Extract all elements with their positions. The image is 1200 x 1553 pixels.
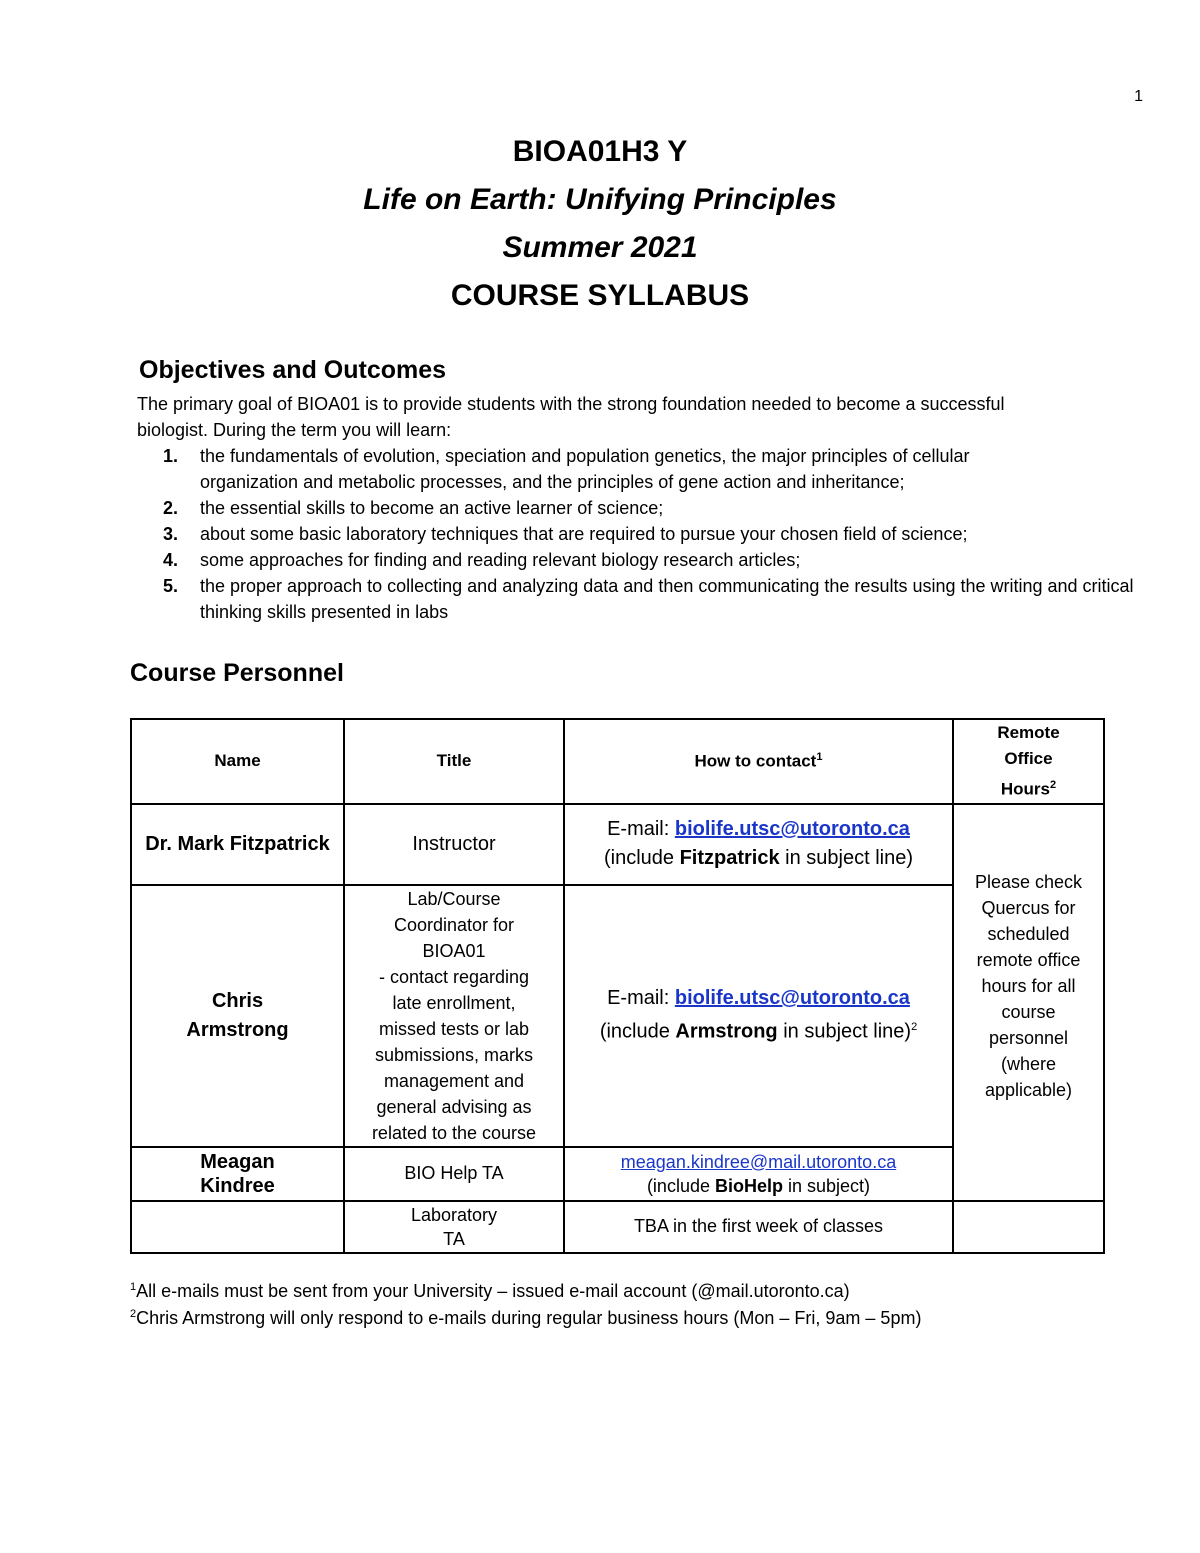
remote-header-line: Office xyxy=(1004,749,1053,768)
note-text: in subject) xyxy=(783,1175,871,1196)
remote-line: personnel xyxy=(988,1027,1069,1048)
list-text: the proper approach to collecting and analyzing data and then communicating the results using the writing and critical thinking skills presented in labs xyxy=(200,576,1134,622)
note-text: (include xyxy=(646,1175,715,1196)
person-title xyxy=(344,1201,564,1253)
title-block xyxy=(0,128,1200,320)
title-line: management and xyxy=(383,1070,525,1091)
doc-type: COURSE SYLLABUS xyxy=(450,279,750,312)
remote-line: (where xyxy=(1000,1053,1057,1074)
list-item xyxy=(137,521,1137,547)
list-text: some approaches for finding and reading relevant biology research articles; xyxy=(200,550,801,570)
page-number: 1 xyxy=(1134,88,1143,105)
person-contact xyxy=(564,804,953,885)
column-header-contact xyxy=(564,719,953,804)
list-number: 3. xyxy=(163,524,179,544)
course-code: BIOA01H3 Y xyxy=(512,135,688,168)
remote-hours-cell xyxy=(953,1201,1104,1253)
course-title: Life on Earth: Unifying Principles xyxy=(363,183,837,216)
remote-line: Quercus for xyxy=(981,897,1076,918)
title-line: related to the course xyxy=(371,1122,537,1143)
title-line: TA xyxy=(443,1228,465,1249)
footnote-text: All e-mails must be sent from your University – issued e-mail account (@mail.utoronto.ca) xyxy=(136,1281,850,1301)
person-name xyxy=(131,1147,344,1201)
title-line: - contact regarding xyxy=(378,966,530,987)
remote-line: scheduled xyxy=(987,923,1070,944)
footnote-ref: 2 xyxy=(1050,779,1057,791)
title-line: BIOA01 xyxy=(422,940,486,961)
footnote-text: Chris Armstrong will only respond to e-mails during regular business hours (Mon – Fri, 9am – 5pm) xyxy=(136,1308,922,1328)
person-title: BIO Help TA xyxy=(344,1147,564,1201)
column-header-name: Name xyxy=(131,719,344,804)
name-line: Meagan xyxy=(200,1150,275,1173)
remote-header-line: Remote xyxy=(997,723,1060,742)
note-text: in subject line) xyxy=(777,1020,912,1043)
list-text: the essential skills to become an active learner of science; xyxy=(200,498,664,518)
email-link[interactable]: biolife.utsc@utoronto.ca xyxy=(674,818,910,841)
intro-line: biologist. During the term you will learn: xyxy=(137,420,452,440)
person-contact xyxy=(564,1147,953,1201)
title-line: submissions, marks xyxy=(374,1044,534,1065)
footnote-mark: 2 xyxy=(130,1308,137,1320)
personnel-heading: Course Personnel xyxy=(130,659,344,687)
footnote-ref: 1 xyxy=(816,751,823,763)
objectives-list xyxy=(137,443,1137,625)
intro-line: The primary goal of BIOA01 is to provide students with the strong foundation needed to become a successful xyxy=(137,394,1005,414)
footnote-ref: 2 xyxy=(911,1021,918,1034)
footnote-1 xyxy=(130,1274,850,1304)
person-contact xyxy=(564,885,953,1147)
title-line: general advising as xyxy=(376,1096,532,1117)
table-row xyxy=(131,804,1104,885)
title-line: missed tests or lab xyxy=(378,1018,530,1039)
person-name: Dr. Mark Fitzpatrick xyxy=(131,804,344,885)
person-title xyxy=(344,885,564,1147)
email-link[interactable]: biolife.utsc@utoronto.ca xyxy=(674,987,910,1010)
footnote-mark: 1 xyxy=(130,1281,137,1293)
list-text: the fundamentals of evolution, speciation and population genetics, the major principles of cellular organization and metabolic processes, and the principles of gene action and inheritance; xyxy=(200,446,970,492)
personnel-table xyxy=(130,718,1105,1254)
name-line: Kindree xyxy=(200,1174,275,1197)
objectives-intro xyxy=(137,391,1117,443)
column-header-title: Title xyxy=(344,719,564,804)
remote-line: course xyxy=(1001,1001,1056,1022)
note-text: (include xyxy=(599,1020,676,1043)
list-number: 4. xyxy=(163,550,179,570)
list-item xyxy=(137,547,1137,573)
footnote-2 xyxy=(130,1301,921,1331)
note-bold: Armstrong xyxy=(675,1020,778,1043)
note-bold: BioHelp xyxy=(714,1175,783,1196)
name-line: Armstrong xyxy=(186,1018,289,1041)
list-item xyxy=(137,573,1160,625)
title-line: late enrollment, xyxy=(392,992,516,1013)
list-number: 5. xyxy=(163,576,179,596)
remote-line: remote office xyxy=(976,949,1081,970)
table-header-row xyxy=(131,719,1104,804)
remote-line: hours for all xyxy=(981,975,1076,996)
course-term: Summer 2021 xyxy=(502,231,698,264)
person-name xyxy=(131,1201,344,1253)
email-link[interactable]: meagan.kindree@mail.utoronto.ca xyxy=(620,1151,897,1172)
person-name xyxy=(131,885,344,1147)
person-contact: TBA in the first week of classes xyxy=(564,1201,953,1253)
note-bold: Fitzpatrick xyxy=(679,847,780,870)
objectives-heading: Objectives and Outcomes xyxy=(139,356,447,384)
note-text: (include xyxy=(603,847,680,870)
list-text: about some basic laboratory techniques that are required to pursue your chosen field of science; xyxy=(200,524,968,544)
remote-header-line xyxy=(958,772,1099,803)
note-text: in subject line) xyxy=(779,847,914,870)
remote-line: Please check xyxy=(974,871,1083,892)
remote-header-label: Hours xyxy=(1000,779,1050,799)
email-prefix: E-mail: xyxy=(607,987,675,1010)
name-line: Chris xyxy=(211,989,264,1012)
person-title: Instructor xyxy=(344,804,564,885)
column-header-remote xyxy=(953,719,1104,804)
email-prefix: E-mail: xyxy=(607,818,675,841)
title-line: Lab/Course xyxy=(407,888,501,909)
table-row xyxy=(131,1201,1104,1253)
list-item xyxy=(137,495,1137,521)
title-line: Laboratory xyxy=(410,1204,498,1225)
remote-line: applicable) xyxy=(984,1079,1073,1100)
title-line: Coordinator for xyxy=(393,914,515,935)
list-number: 1. xyxy=(163,446,179,466)
contact-header-label: How to contact xyxy=(694,751,817,771)
remote-hours-cell xyxy=(953,804,1104,1201)
list-number: 2. xyxy=(163,498,179,518)
list-item xyxy=(137,443,1060,495)
